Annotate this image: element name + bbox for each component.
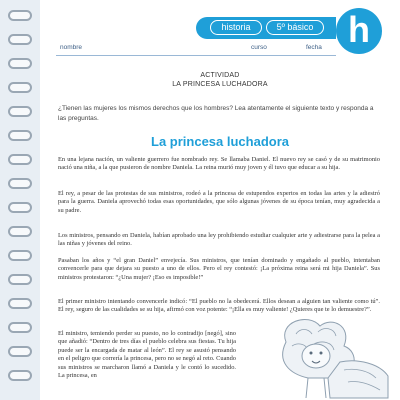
story-paragraph: El rey, a pesar de las protestas de sus ministros, rodeó a la princesa de estupendos expertos en todas las artes y la adiestró para la guerra. Daniela aprovechó todas esas oportunidades, que sólo algunas jóvenes de su época tenían, muy agradecida a su padre. [58,190,380,214]
binding-ring [8,10,32,21]
activity-label: ACTIVIDAD [200,72,240,79]
story-paragraph: El ministro, temiendo perder su puesto, no lo contradijo [negó], sino que añadió: “Dentro de tres días el pueblo celebra sus fiestas. Tu hija puede ser la encargada de matar al león”. El rey se asustó pensando en el peligro que correría la princesa, pero no se negó al reto. Cuando sus ministros se marcharon llamó a Daniela y le contó lo sucedido. La princesa, en [58,330,236,380]
notebook-binding [0,0,40,400]
intro-question: ¿Tienen las mujeres los mismos derechos que los hombres? Lea atentamente el siguiente texto y responda a las preguntas. [58,105,374,122]
story-paragraph: En una lejana nación, un valiente guerrero fue nombrado rey. Se llamaba Daniel. El nuevo rey se casó y de su matrimonio nació una niña, a la que pusieron de nombre Daniela. La reina murió muy joven y él tuvo que educar a su hija. [58,156,380,172]
binding-ring [8,226,32,237]
binding-ring [8,370,32,381]
binding-ring [8,82,32,93]
story-paragraph: Los ministros, pensando en Daniela, habían aprobado una ley prohibiendo estudiar cualquier arte y adiestrarse para la pelea a las niñas y jóvenes del reino. [58,232,380,248]
binding-ring [8,58,32,69]
student-info-fields [56,40,336,56]
grade-tag: 5º básico [266,20,324,35]
binding-ring [8,274,32,285]
story-paragraph: El primer ministro intentando convencerle indicó: “El pueblo no la obedecerá. Ellos desean a alguien tan valiente como tú”. El rey, seguro de las cualidades se su hija, afirmó con voz potente: “¡Ella es muy valiente! ¿Quieres que te lo demuestre?”. [58,298,380,314]
activity-subtitle: LA PRINCESA LUCHADORA [172,81,268,88]
history-logo: h [336,8,382,54]
binding-ring [8,154,32,165]
binding-ring [8,130,32,141]
binding-ring [8,250,32,261]
binding-ring [8,178,32,189]
date-label: fecha [306,44,322,51]
lion-illustration [248,312,398,400]
story-title: La princesa luchadora [151,134,289,149]
story-paragraph: Pasaban los años y “el gran Daniel” envejecía. Sus ministros, que tenían dominado y engañado al pueblo, intentaban convencerle para que dejara su puesto a uno de ellos. Pero el rey contestó: ¡La próxima reina será mi hija Daniela”. Sus ministros protestaron: “¿Una mujer? ¡Eso es imposible!” [58,257,380,281]
subject-tag: historia [210,20,262,35]
worksheet-page [44,0,396,400]
binding-ring [8,322,32,333]
binding-ring [8,346,32,357]
binding-ring [8,202,32,213]
name-label: nombre [60,44,83,51]
binding-ring [8,298,32,309]
course-label: curso [251,44,267,51]
binding-ring [8,106,32,117]
binding-ring [8,34,32,45]
